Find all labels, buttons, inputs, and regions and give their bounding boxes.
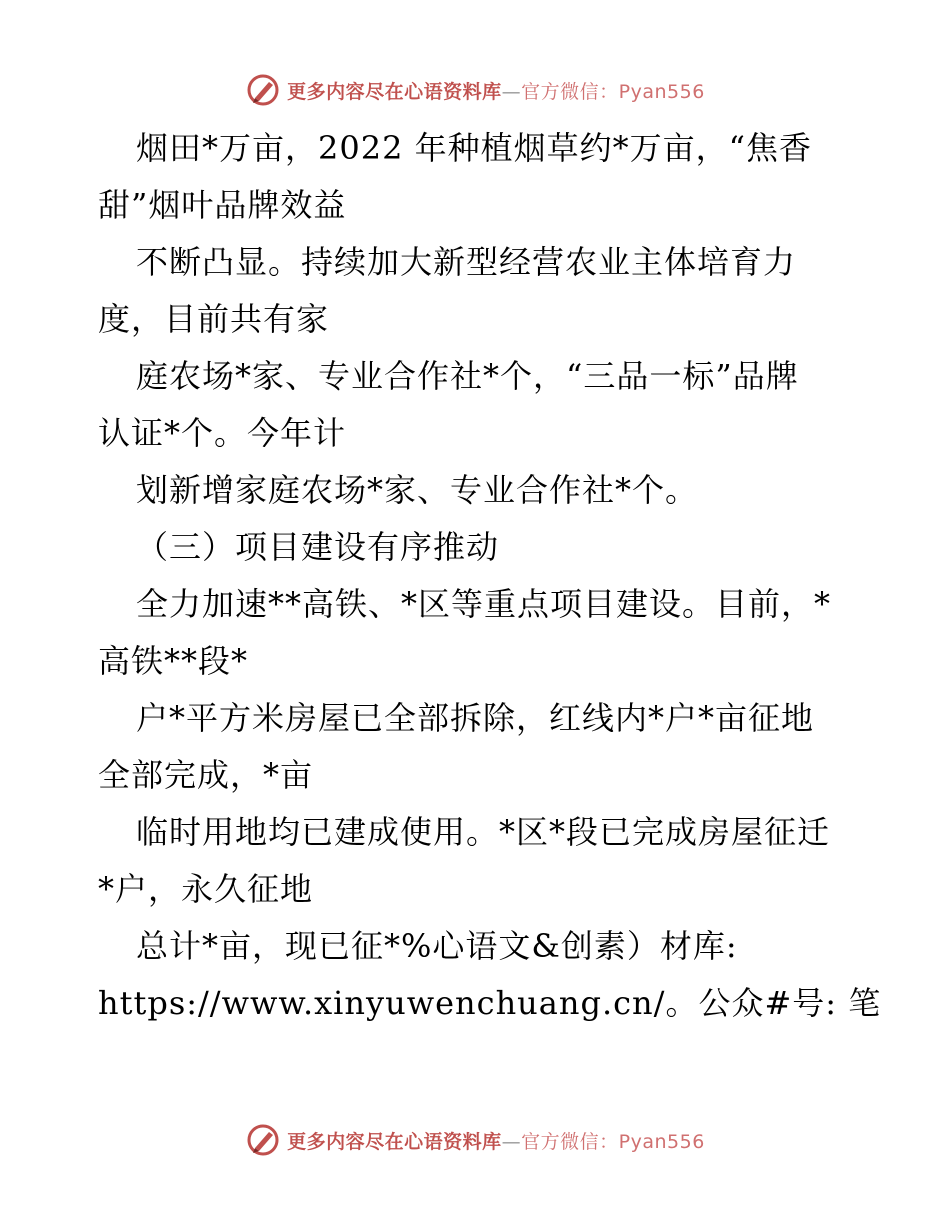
body-line: 认证*个。今年计 <box>98 414 347 452</box>
watermark-text: 更多内容尽在心语资料库—官方微信：Pyan556 <box>287 80 705 103</box>
document-body <box>98 120 882 1032</box>
body-line: 全部完成，*亩 <box>98 756 314 794</box>
body-line: 庭农场*家、专业合作社*个，“三品一标”品牌 <box>136 357 799 395</box>
section-heading: （三）项目建设有序推动 <box>136 528 500 566</box>
body-line: 划新增家庭农场*家、专业合作社*个。 <box>136 471 699 509</box>
body-line: 临时用地均已建成使用。*区*段已完成房屋征迁 <box>136 813 831 851</box>
watermark-text: 更多内容尽在心语资料库—官方微信：Pyan556 <box>287 1130 705 1153</box>
body-line: 全力加速**高铁、*区等重点项目建设。目前，* <box>136 585 832 623</box>
body-line: 烟田*万亩，2022 年种植烟草约*万亩，“焦香 <box>136 129 812 167</box>
url-line: https://www.xinyuwenchuang.cn/。公众#号: 笔 <box>98 984 882 1022</box>
body-line: 不断凸显。持续加大新型经营农业主体培育力 <box>136 243 797 281</box>
pen-logo-icon <box>245 72 281 108</box>
pen-logo-icon <box>245 1122 281 1158</box>
body-line: *户，永久征地 <box>98 870 314 908</box>
body-line: 高铁**段* <box>98 642 249 680</box>
body-line: 甜”烟叶品牌效益 <box>98 186 347 224</box>
footer-watermark <box>0 1120 950 1160</box>
body-line: 总计*亩，现已征*%心语文&创素）材库: <box>136 927 738 965</box>
body-line: 度，目前共有家 <box>98 300 330 338</box>
body-line: 户*平方米房屋已全部拆除，红线内*户*亩征地 <box>136 699 815 737</box>
header-watermark <box>0 70 950 110</box>
